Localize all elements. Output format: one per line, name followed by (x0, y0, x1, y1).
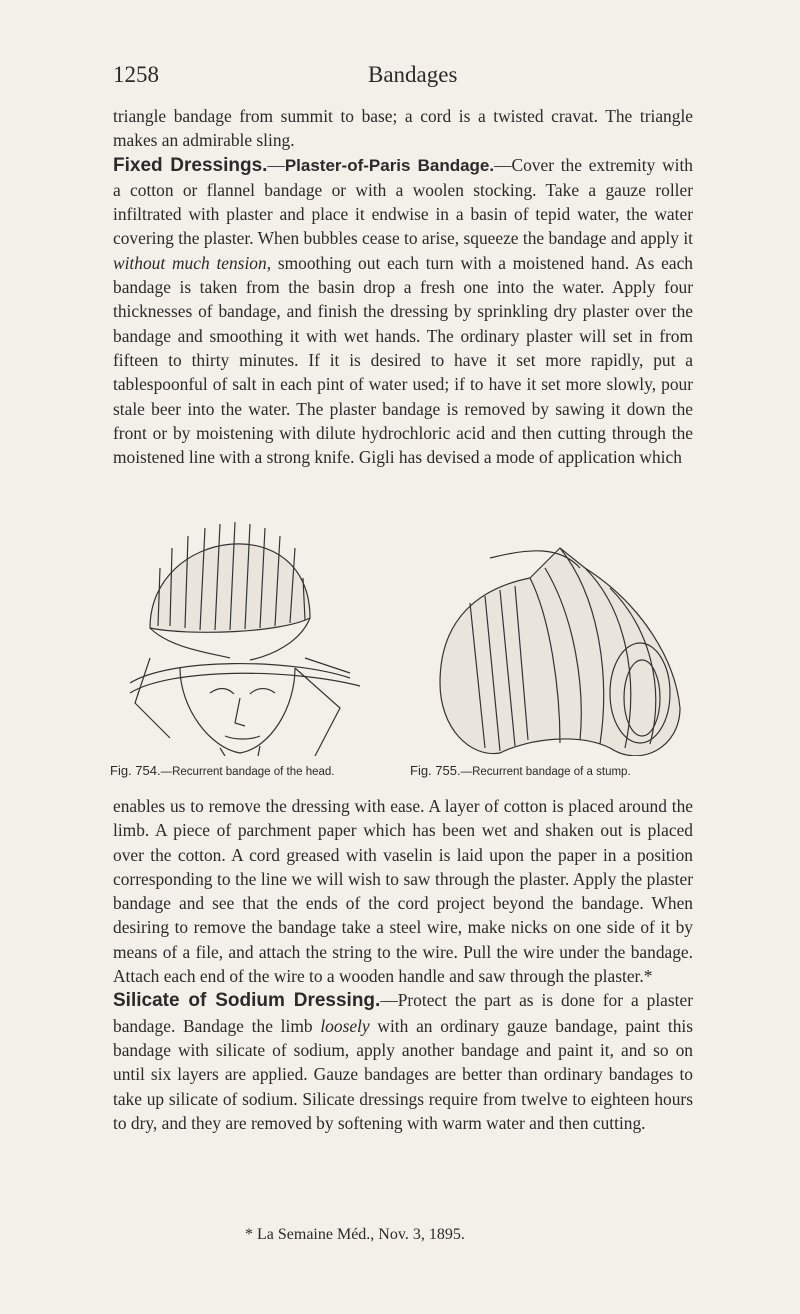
plaster-text-a: Cover the extremity with a cotton or flannel bandage or with a woolen stocking. Take a gauze roller infiltrated with plaster and place it endwise in a basin of tepid water, the water covering the plaster. When bubbles cease to arise, squeeze the bandage and apply it (113, 154, 693, 249)
paragraph-triangle: triangle bandage from summit to base; a cord is a twisted cravat. The triangle makes an admirable sling. (113, 106, 693, 151)
plaster-text-b: , smoothing out each turn with a moistened hand. As each bandage is taken from the basin drop a fresh one into the water. Apply four thicknesses of bandage, and finish the dressing by sprinkling dry plaster over the bandage and smoothing it with wet hands. The ordinary plaster will set in from fifteen to thirty minutes. If it is desired to have it set more rapidly, put a tablespoonful of salt in each pint of water used; if to have it set more slowly, pour stale beer into the water. The plaster bandage is removed by sawing it down the front or by moistening with dilute hydrochloric acid and then cutting through the moistened line with a strong knife. Gigli has devised a mode of application which (113, 252, 694, 468)
head-bandage-illustration (110, 508, 390, 756)
page-header (113, 62, 693, 92)
figure-754 (110, 508, 390, 778)
figures-row (110, 508, 700, 778)
italic-loosely: loosely (320, 1015, 370, 1036)
figure-755-number: Fig. 755. (410, 763, 461, 778)
paragraph-silicate (113, 988, 693, 1135)
figure-754-text: —Recurrent bandage of the head. (160, 766, 335, 778)
text-block-bottom (113, 794, 693, 1135)
figure-755 (410, 508, 700, 778)
running-title: Bandages (368, 62, 458, 87)
subheading-plaster-bandage: Plaster-of-Paris Bandage. (284, 155, 495, 175)
footnote: * La Semaine Méd., Nov. 3, 1895. (245, 1226, 465, 1243)
stump-bandage-illustration (410, 508, 700, 756)
figure-754-number: Fig. 754. (110, 763, 161, 778)
silicate-text-a: —Protect the part as is done for a plaster bandage. Bandage the limb (113, 990, 693, 1036)
paragraph-gigli: enables us to remove the dressing with ease. A layer of cotton is placed around the limb. A piece of parchment paper which has been wet and shaken out is placed over the cotton. A cord greased with vaselin is laid upon the paper in a position corresponding to the line we will wish to saw through the plaster. Apply the plaster bandage and see that the ends of the cord project beyond the bandage. When desiring to remove the bandage take a steel wire, make nicks on one side of it by means of a file, and attach the string to the wire. Pull the wire under the bandage. Attach each end of the wire to a wooden handle and saw through the plaster.* (113, 796, 693, 987)
text-block-top (113, 104, 693, 469)
figure-754-caption (110, 763, 390, 778)
section-heading-fixed-dressings: Fixed Dressings. (113, 154, 268, 176)
figure-755-caption (410, 763, 700, 778)
section-heading-silicate: Silicate of Sodium Dressing. (113, 990, 381, 1012)
page-number: 1258 (113, 62, 159, 87)
paragraph-plaster: Fixed Dressings.—Plaster-of-Paris Bandage.—Cover the extremity with a cotton or flannel bandage or with a woolen stocking. Take a gauze roller infiltrated with plaster and place it endwise in a basin of tepid water, the water covering the plaster. When bubbles cease to arise, squeeze the bandage and apply it without much tension, smoothing out each turn with a moistened hand. As each bandage is taken from the basin drop a fresh one into the water. Apply four thicknesses of bandage, and finish the dressing by sprinkling dry plaster over the bandage and smoothing it with wet hands. The ordinary plaster will set in from fifteen to thirty minutes. If it is desired to have it set more rapidly, put a tablespoonful of salt in each pint of water used; if to have it set more slowly, pour stale beer into the water. The plaster bandage is removed by sawing it down the front or by moistening with dilute hydrochloric acid and then cutting through the moistened line with a strong knife. Gigli has devised a mode of application which (113, 154, 694, 468)
silicate-text-b: with an ordinary gauze bandage, paint this bandage with silicate of sodium, apply another bandage and paint it, and so on until six layers are applied. Gauze bandages are better than ordinary bandages to take up silicate of sodium. Silicate dressings require from twelve to eighteen hours to dry, and they are removed by softening with warm water and then cutting. (113, 1015, 693, 1133)
italic-phrase: without much tension (113, 252, 267, 273)
figure-755-text: —Recurrent bandage of a stump. (460, 766, 631, 778)
